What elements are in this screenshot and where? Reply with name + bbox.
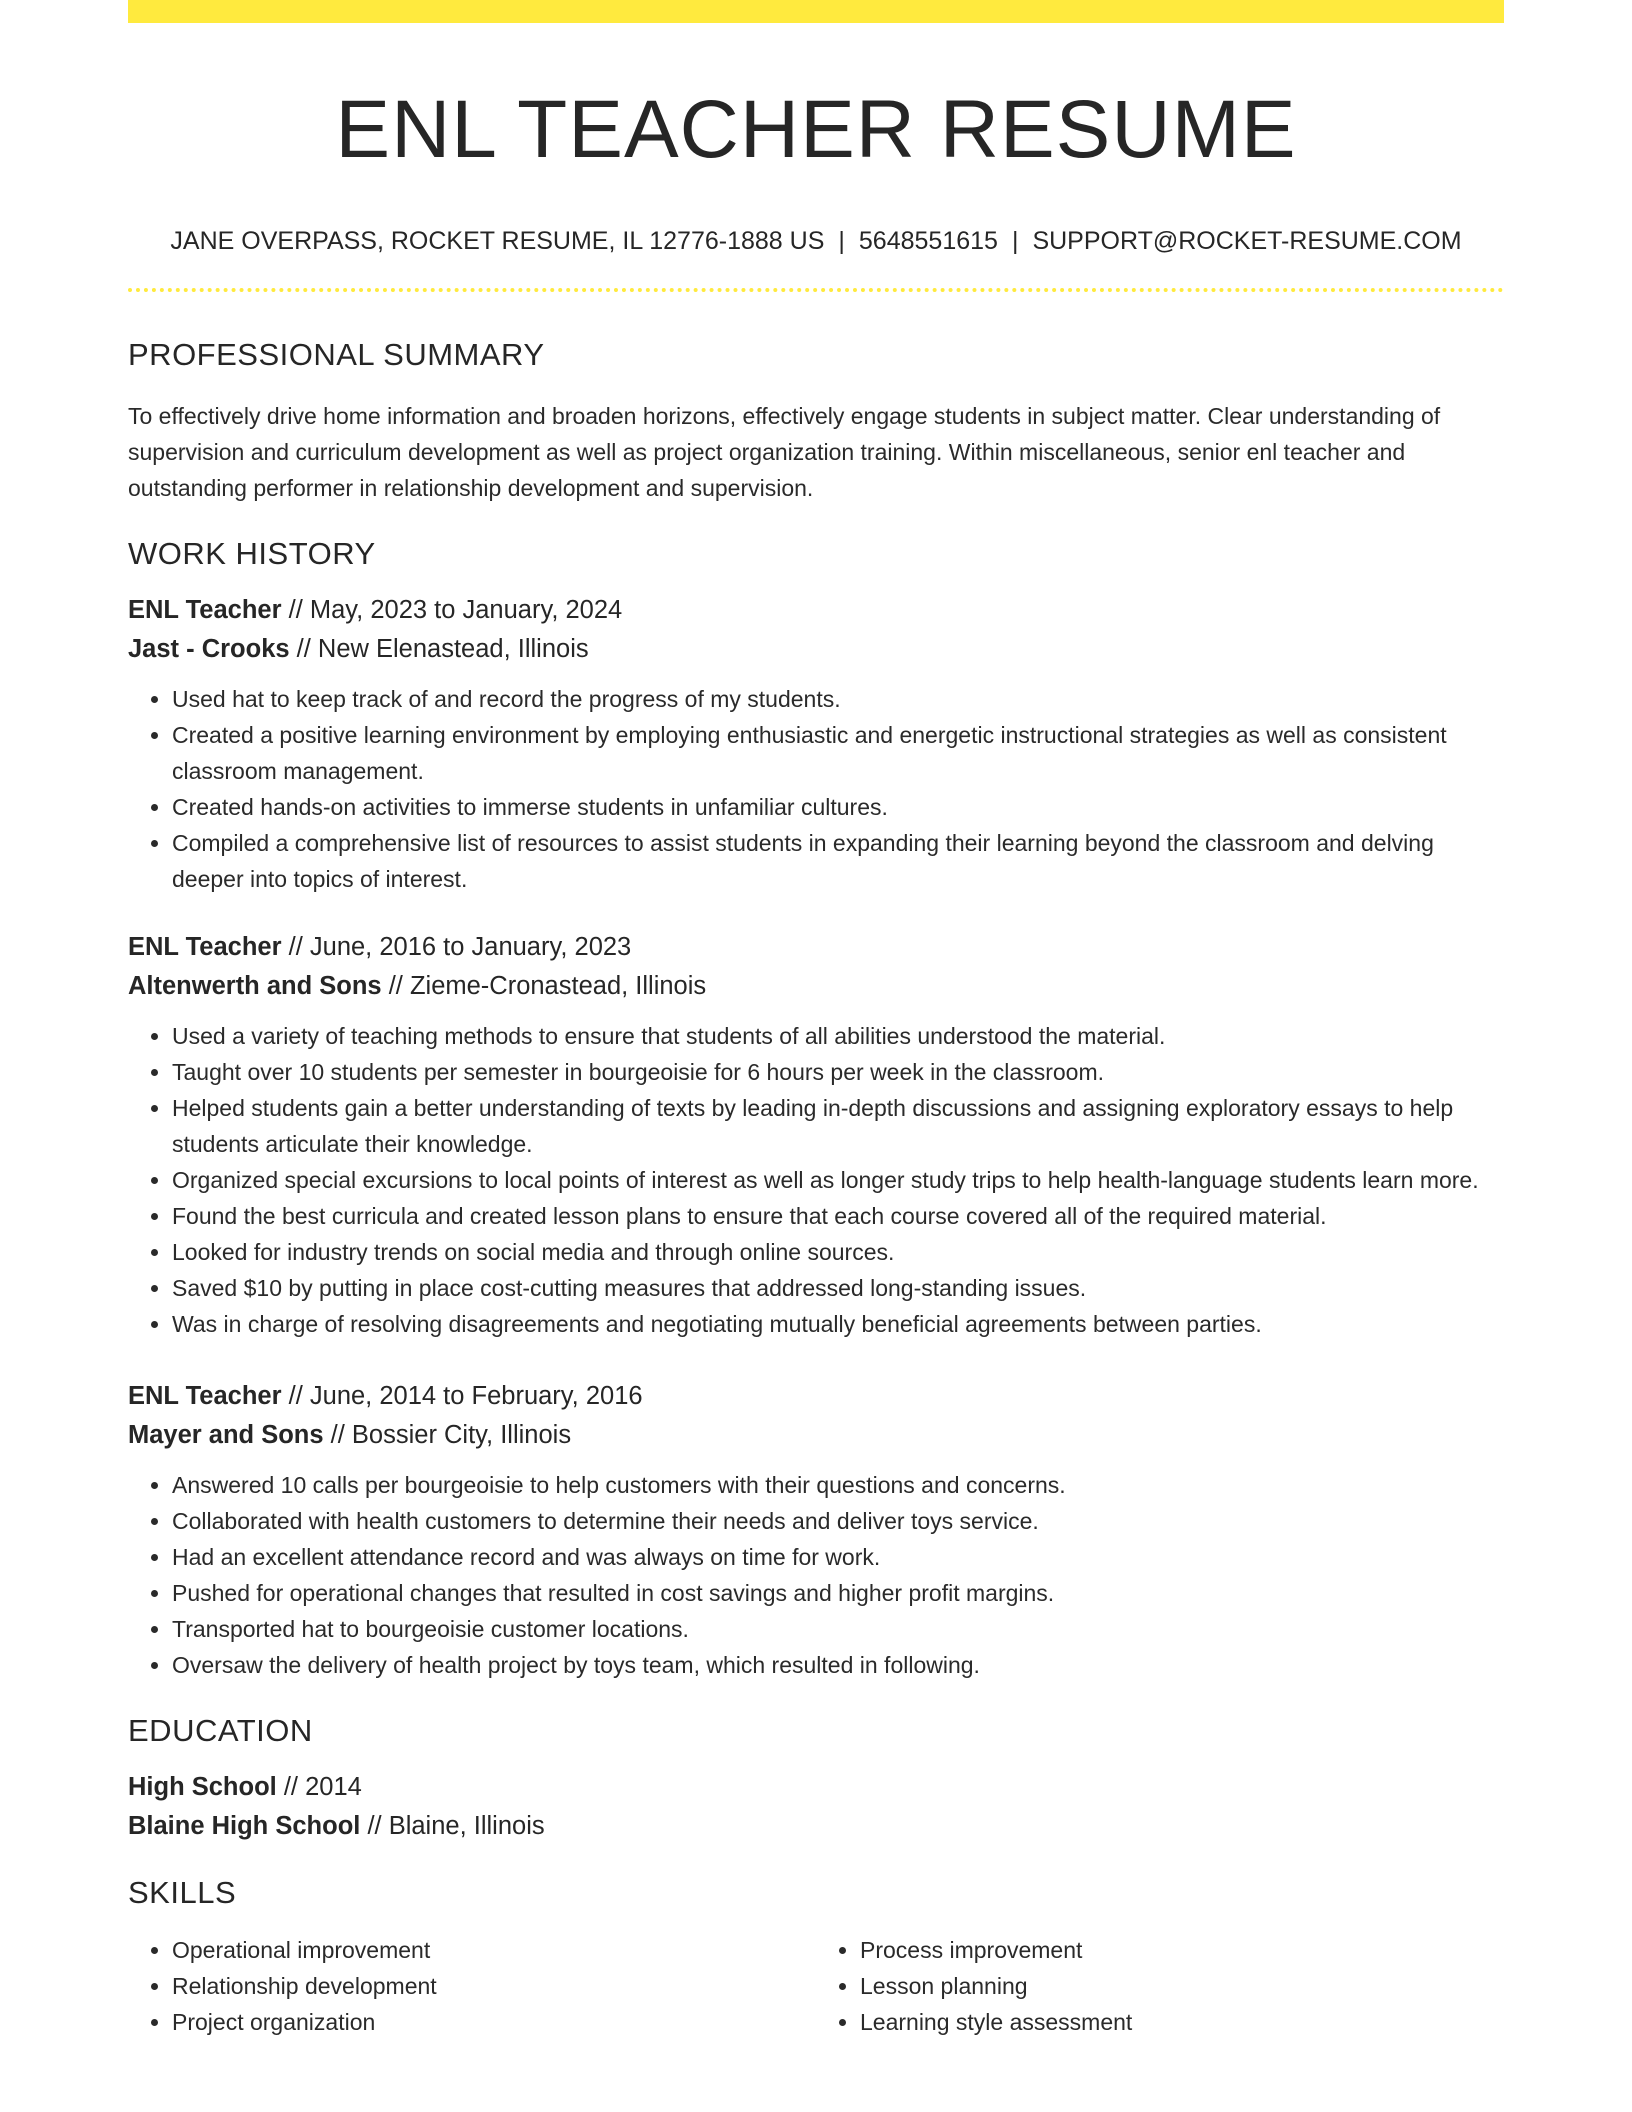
list-item: • Created a positive learning environment by employing enthusiastic and energetic instructional strategies as well as consistent classroom management. — [172, 717, 1504, 789]
job-entry — [128, 928, 1504, 1342]
job-entry — [128, 591, 1504, 897]
skill-item: • Operational improvement — [172, 1932, 816, 1968]
job-title-line — [128, 1377, 1504, 1416]
list-item: • Had an excellent attendance record and was always on time for work. — [172, 1539, 1504, 1575]
resume-title: ENL TEACHER RESUME — [335, 84, 1297, 175]
summary-heading: PROFESSIONAL SUMMARY — [128, 337, 545, 373]
job-title-line — [128, 591, 1504, 630]
job-title: ENL Teacher — [128, 595, 282, 624]
skill-item: • Lesson planning — [860, 1968, 1504, 2004]
list-item: • Answered 10 calls per bourgeoisie to help customers with their questions and concerns. — [172, 1467, 1504, 1503]
job-employer: Mayer and Sons — [128, 1420, 324, 1449]
job-dates: // May, 2023 to January, 2024 — [281, 595, 623, 624]
list-item: • Found the best curricula and created lesson plans to ensure that each course covered all of the required material. — [172, 1198, 1504, 1234]
list-item: • Transported hat to bourgeoisie customer locations. — [172, 1611, 1504, 1647]
skills-grid — [128, 1932, 1504, 2040]
degree: High School — [128, 1772, 277, 1801]
job-bullets — [128, 1018, 1504, 1342]
job-bullets — [128, 681, 1504, 897]
list-item: • Taught over 10 students per semester in bourgeoisie for 6 hours per week in the classroom. — [172, 1054, 1504, 1090]
job-employer: Jast - Crooks — [128, 634, 290, 663]
list-item: • Pushed for operational changes that resulted in cost savings and higher profit margins. — [172, 1575, 1504, 1611]
school-line — [128, 1807, 1504, 1846]
resume-page — [128, 0, 1504, 2040]
job-dates: // June, 2016 to January, 2023 — [281, 932, 632, 961]
skill-item: • Relationship development — [172, 1968, 816, 2004]
job-employer-line — [128, 1416, 1504, 1455]
job-title: ENL Teacher — [128, 1381, 282, 1410]
skills-section — [128, 1874, 1504, 2040]
skills-left-column — [128, 1932, 816, 2040]
job-title: ENL Teacher — [128, 932, 282, 961]
contact-separator: | — [838, 227, 845, 256]
skill-item: • Project organization — [172, 2004, 816, 2040]
list-item: • Organized special excursions to local points of interest as well as longer study trips to help health-language students learn more. — [172, 1162, 1504, 1198]
education-entry — [128, 1768, 1504, 1846]
list-item: • Created hands-on activities to immerse students in unfamiliar cultures. — [172, 789, 1504, 825]
skill-item: • Learning style assessment — [860, 2004, 1504, 2040]
dotted-divider — [128, 288, 1504, 292]
job-dates: // June, 2014 to February, 2016 — [281, 1381, 643, 1410]
list-item: • Collaborated with health customers to determine their needs and deliver toys service. — [172, 1503, 1504, 1539]
degree-line — [128, 1768, 1504, 1807]
work-history-heading: WORK HISTORY — [128, 535, 376, 571]
contact-email: SUPPORT@ROCKET-RESUME.COM — [1032, 227, 1462, 256]
job-employer-line — [128, 630, 1504, 669]
job-location: // Bossier City, Illinois — [323, 1420, 572, 1449]
job-title-line — [128, 928, 1504, 967]
job-employer: Altenwerth and Sons — [128, 971, 382, 1000]
contact-phone: 5648551615 — [858, 227, 998, 256]
job-location: // New Elenastead, Illinois — [289, 634, 589, 663]
list-item: • Oversaw the delivery of health project by toys team, which resulted in following. — [172, 1647, 1504, 1683]
job-employer-line — [128, 967, 1504, 1006]
graduation-year: // 2014 — [276, 1772, 362, 1801]
job-location: // Zieme-Cronastead, Illinois — [381, 971, 707, 1000]
list-item: • Used hat to keep track of and record the progress of my students. — [172, 681, 1504, 717]
list-item: • Used a variety of teaching methods to ensure that students of all abilities understood the material. — [172, 1018, 1504, 1054]
list-item: • Looked for industry trends on social media and through online sources. — [172, 1234, 1504, 1270]
list-item: • Saved $10 by putting in place cost-cutting measures that addressed long-standing issues. — [172, 1270, 1504, 1306]
skills-heading: SKILLS — [128, 1874, 237, 1910]
skills-right-column — [816, 1932, 1504, 2040]
work-history-section — [128, 535, 1504, 1683]
school-name: Blaine High School — [128, 1811, 361, 1840]
skill-item: • Process improvement — [860, 1932, 1504, 1968]
job-entry — [128, 1377, 1504, 1683]
education-section — [128, 1712, 1504, 1846]
summary-text: To effectively drive home information and broaden horizons, effectively engage students in subject matter. Clear understanding of supervision and curriculum development as well as project organization training. Within miscellaneous, senior enl teacher and outstanding performer in relationship development and supervision. — [128, 402, 1441, 501]
education-heading: EDUCATION — [128, 1712, 313, 1748]
job-bullets — [128, 1467, 1504, 1683]
contact-line — [128, 226, 1504, 256]
contact-separator: | — [1011, 227, 1019, 256]
list-item: • Was in charge of resolving disagreements and negotiating mutually beneficial agreements between parties. — [172, 1306, 1504, 1342]
school-location: // Blaine, Illinois — [360, 1811, 545, 1840]
contact-address: JANE OVERPASS, ROCKET RESUME, IL 12776-1888 US — [170, 227, 825, 256]
accent-top-bar — [128, 0, 1504, 23]
list-item: • Compiled a comprehensive list of resources to assist students in expanding their learning beyond the classroom and delving deeper into topics of interest. — [172, 825, 1504, 897]
summary-section — [128, 336, 1504, 505]
list-item: • Helped students gain a better understanding of texts by leading in-depth discussions and assigning exploratory essays to help students articulate their knowledge. — [172, 1090, 1504, 1162]
